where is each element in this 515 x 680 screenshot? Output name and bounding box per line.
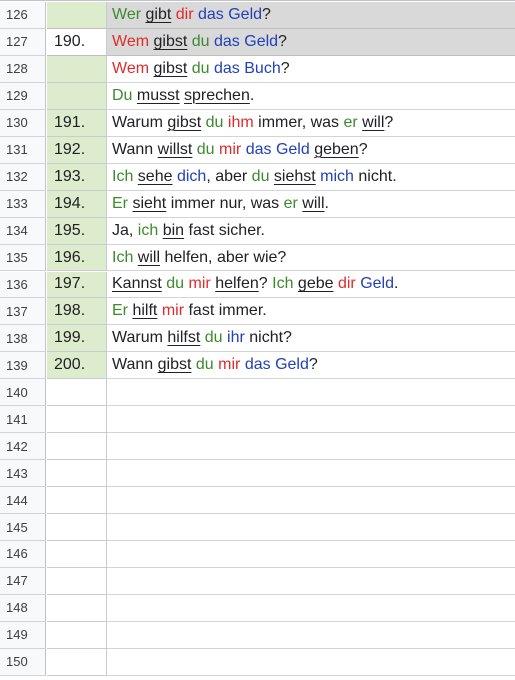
text-segment: Ich <box>112 248 134 266</box>
text-segment: er <box>283 194 298 212</box>
sheet-row[interactable] <box>0 406 515 433</box>
text-segment: du <box>204 329 223 347</box>
number-cell[interactable]: 190. <box>47 29 107 56</box>
sheet-row[interactable] <box>0 433 515 460</box>
sentence-cell[interactable] <box>107 514 515 541</box>
number-cell[interactable] <box>47 595 107 622</box>
text-segment: mich <box>320 167 354 185</box>
row-number-142[interactable]: 142 <box>0 433 46 460</box>
sentence-cell[interactable] <box>107 164 515 191</box>
text-segment: das Buch <box>214 59 281 77</box>
sheet-row[interactable] <box>0 191 515 218</box>
row-number-139[interactable]: 139 <box>0 352 46 379</box>
number-cell[interactable] <box>47 406 107 433</box>
text-segment: du <box>205 113 224 131</box>
verb-word: gibt <box>145 5 172 23</box>
text-segment: Du <box>112 86 133 104</box>
text-segment: das Geld <box>245 140 310 158</box>
text-segment: fast sicher. <box>184 221 265 239</box>
sheet-row[interactable] <box>0 245 515 272</box>
sheet-row[interactable] <box>0 29 515 56</box>
sheet-row[interactable] <box>0 460 515 487</box>
text-segment: Er <box>112 302 128 320</box>
number-cell[interactable] <box>47 568 107 595</box>
sheet-row[interactable] <box>0 514 515 541</box>
text-segment: ? <box>308 356 318 374</box>
sentence-cell[interactable] <box>107 218 515 245</box>
row-number-128[interactable]: 128 <box>0 56 46 83</box>
text-segment: fast immer. <box>184 302 267 320</box>
text-segment: mir <box>188 275 211 293</box>
number-cell[interactable] <box>47 649 107 676</box>
sentence-cell[interactable] <box>107 649 515 676</box>
verb-word: will <box>137 248 161 266</box>
text-segment: immer, was <box>253 113 344 131</box>
number-cell[interactable]: 192. <box>47 137 107 164</box>
row-number-127[interactable]: 127 <box>0 29 46 56</box>
number-cell[interactable]: 194. <box>47 191 107 218</box>
sentence-cell[interactable] <box>107 406 515 433</box>
text-segment: Ich <box>112 167 134 185</box>
row-number-132[interactable]: 132 <box>0 164 46 191</box>
sheet-row[interactable] <box>0 83 515 110</box>
sheet-row[interactable] <box>0 298 515 325</box>
sheet-row[interactable] <box>0 110 515 137</box>
text-segment: du <box>166 275 185 293</box>
sentence-cell[interactable] <box>107 568 515 595</box>
number-cell[interactable] <box>47 541 107 568</box>
sentence-cell[interactable] <box>107 29 515 56</box>
verb-word: gebe <box>297 275 334 293</box>
row-number-138[interactable]: 138 <box>0 325 46 352</box>
text-segment: du <box>251 167 270 185</box>
sheet-row[interactable] <box>0 568 515 595</box>
number-cell[interactable] <box>47 514 107 541</box>
text-segment: Ich <box>272 275 294 293</box>
sentence-cell[interactable] <box>107 352 515 379</box>
row-number-144[interactable]: 144 <box>0 487 46 514</box>
text-segment: . <box>249 86 255 104</box>
sentence-cell[interactable] <box>107 622 515 649</box>
row-number-133[interactable]: 133 <box>0 191 46 218</box>
text-segment: das Geld <box>244 356 309 374</box>
verb-word: sprechen <box>184 86 250 104</box>
verb-word: gibst <box>167 113 202 131</box>
number-cell[interactable]: 199. <box>47 325 107 352</box>
text-segment: Wem <box>112 59 150 77</box>
number-cell[interactable] <box>47 2 107 29</box>
number-cell[interactable] <box>47 487 107 514</box>
sentence-cell[interactable] <box>107 56 515 83</box>
text-segment: ich <box>137 221 159 239</box>
sentence-cell[interactable] <box>107 137 515 164</box>
sentence-cell[interactable] <box>107 2 515 29</box>
number-cell[interactable] <box>47 622 107 649</box>
row-number-143[interactable]: 143 <box>0 460 46 487</box>
text-segment: , aber <box>206 167 252 185</box>
row-number-149[interactable]: 149 <box>0 622 46 649</box>
sheet-row[interactable] <box>0 541 515 568</box>
number-cell[interactable]: 195. <box>47 218 107 245</box>
grid-top-border <box>0 0 515 1</box>
row-number-147[interactable]: 147 <box>0 568 46 595</box>
verb-word: willst <box>157 140 193 158</box>
row-number-131[interactable]: 131 <box>0 137 46 164</box>
text-segment: ? <box>358 140 368 158</box>
text-segment: er <box>343 113 358 131</box>
row-number-140[interactable]: 140 <box>0 379 46 406</box>
row-number-126[interactable]: 126 <box>0 2 46 29</box>
text-segment: dir <box>337 275 356 293</box>
verb-word: will <box>302 194 325 212</box>
text-segment: Wann <box>112 356 158 374</box>
verb-word: helfen <box>215 275 259 293</box>
verb-word: gibst <box>153 32 188 50</box>
number-cell[interactable]: 200. <box>47 352 107 379</box>
number-cell[interactable] <box>47 83 107 110</box>
text-segment: du <box>195 356 214 374</box>
number-cell[interactable] <box>47 460 107 487</box>
text-segment: nicht? <box>244 329 292 347</box>
text-segment: helfen, aber wie? <box>160 248 287 266</box>
verb-word: gibst <box>153 59 188 77</box>
sheet-row[interactable] <box>0 487 515 514</box>
sentence-cell[interactable] <box>107 325 515 352</box>
text-segment: mir <box>218 356 241 374</box>
text-segment: du <box>191 32 210 50</box>
text-segment: nicht. <box>353 167 397 185</box>
row-number-146[interactable]: 146 <box>0 541 46 568</box>
text-segment: Ja, <box>112 221 138 239</box>
number-cell[interactable]: 196. <box>47 245 107 272</box>
text-segment: Wann <box>112 140 158 158</box>
text-segment: immer nur, was <box>166 194 284 212</box>
sentence-cell[interactable] <box>107 595 515 622</box>
sentence-cell[interactable] <box>107 83 515 110</box>
text-segment: du <box>196 140 215 158</box>
sentence-cell[interactable] <box>107 191 515 218</box>
row-number-134[interactable]: 134 <box>0 218 46 245</box>
sentence-cell[interactable] <box>107 487 515 514</box>
number-cell[interactable]: 193. <box>47 164 107 191</box>
text-segment: ? <box>258 275 273 293</box>
verb-word: sehe <box>137 167 173 185</box>
verb-word: will <box>362 113 385 131</box>
text-segment: Geld <box>360 275 394 293</box>
text-segment: ihm <box>227 113 254 131</box>
text-segment: das Geld <box>214 32 279 50</box>
text-segment: dich <box>176 167 207 185</box>
row-number-136[interactable]: 136 <box>0 272 46 299</box>
sheet-row[interactable] <box>0 379 515 406</box>
sentence-cell[interactable] <box>107 433 515 460</box>
number-cell[interactable]: 191. <box>47 110 107 137</box>
sentence-cell[interactable] <box>107 298 515 325</box>
sentence-cell[interactable] <box>107 460 515 487</box>
sentence-cell[interactable] <box>107 379 515 406</box>
text-segment: dir <box>175 5 194 23</box>
row-number-137[interactable]: 137 <box>0 298 46 325</box>
text-segment: ihr <box>227 329 245 347</box>
sheet-row[interactable] <box>0 325 515 352</box>
row-number-145[interactable]: 145 <box>0 514 46 541</box>
row-number-129[interactable]: 129 <box>0 83 46 110</box>
verb-word: hilft <box>132 302 158 320</box>
verb-word: hilfst <box>167 329 201 347</box>
text-segment: ? <box>280 59 290 77</box>
verb-word: musst <box>136 86 180 104</box>
row-number-130[interactable]: 130 <box>0 110 46 137</box>
text-segment: mir <box>161 302 185 320</box>
text-segment: Warum <box>112 329 168 347</box>
text-segment: . <box>394 275 399 293</box>
sheet-row[interactable] <box>0 56 515 83</box>
text-segment: Warum <box>112 113 168 131</box>
sentence-cell[interactable] <box>107 541 515 568</box>
sheet-row[interactable] <box>0 352 515 379</box>
row-number-150[interactable]: 150 <box>0 649 46 676</box>
text-segment: Er <box>112 194 128 212</box>
verb-word: Kannst <box>112 275 162 293</box>
text-segment: . <box>324 194 329 212</box>
text-segment: ? <box>262 5 271 23</box>
sentence-cell[interactable] <box>107 245 515 272</box>
text-segment: ? <box>384 113 394 131</box>
row-number-141[interactable]: 141 <box>0 406 46 433</box>
number-cell[interactable] <box>47 56 107 83</box>
sheet-row[interactable] <box>0 649 515 676</box>
number-cell[interactable]: 197. <box>47 272 107 299</box>
sheet-row[interactable] <box>0 2 515 29</box>
text-segment: du <box>191 59 210 77</box>
text-segment: Wem <box>112 32 150 50</box>
verb-word: geben <box>314 140 359 158</box>
sheet-row[interactable] <box>0 164 515 191</box>
verb-word: siehst <box>273 167 316 185</box>
sheet-row[interactable] <box>0 218 515 245</box>
row-number-135[interactable]: 135 <box>0 245 46 272</box>
verb-word: sieht <box>132 194 167 212</box>
sheet-row[interactable] <box>0 595 515 622</box>
verb-word: gibst <box>157 356 192 374</box>
text-segment: ? <box>278 32 287 50</box>
text-segment: das Geld <box>197 5 263 23</box>
text-segment: Wer <box>112 5 142 23</box>
number-cell[interactable] <box>47 433 107 460</box>
sheet-row[interactable] <box>0 137 515 164</box>
number-cell[interactable] <box>47 379 107 406</box>
sentence-cell[interactable] <box>107 272 515 299</box>
verb-word: bin <box>162 221 185 239</box>
sheet-row[interactable] <box>0 622 515 649</box>
row-number-148[interactable]: 148 <box>0 595 46 622</box>
sentence-cell[interactable] <box>107 110 515 137</box>
text-segment: mir <box>219 140 242 158</box>
sheet-row[interactable] <box>0 272 515 299</box>
number-cell[interactable]: 198. <box>47 298 107 325</box>
